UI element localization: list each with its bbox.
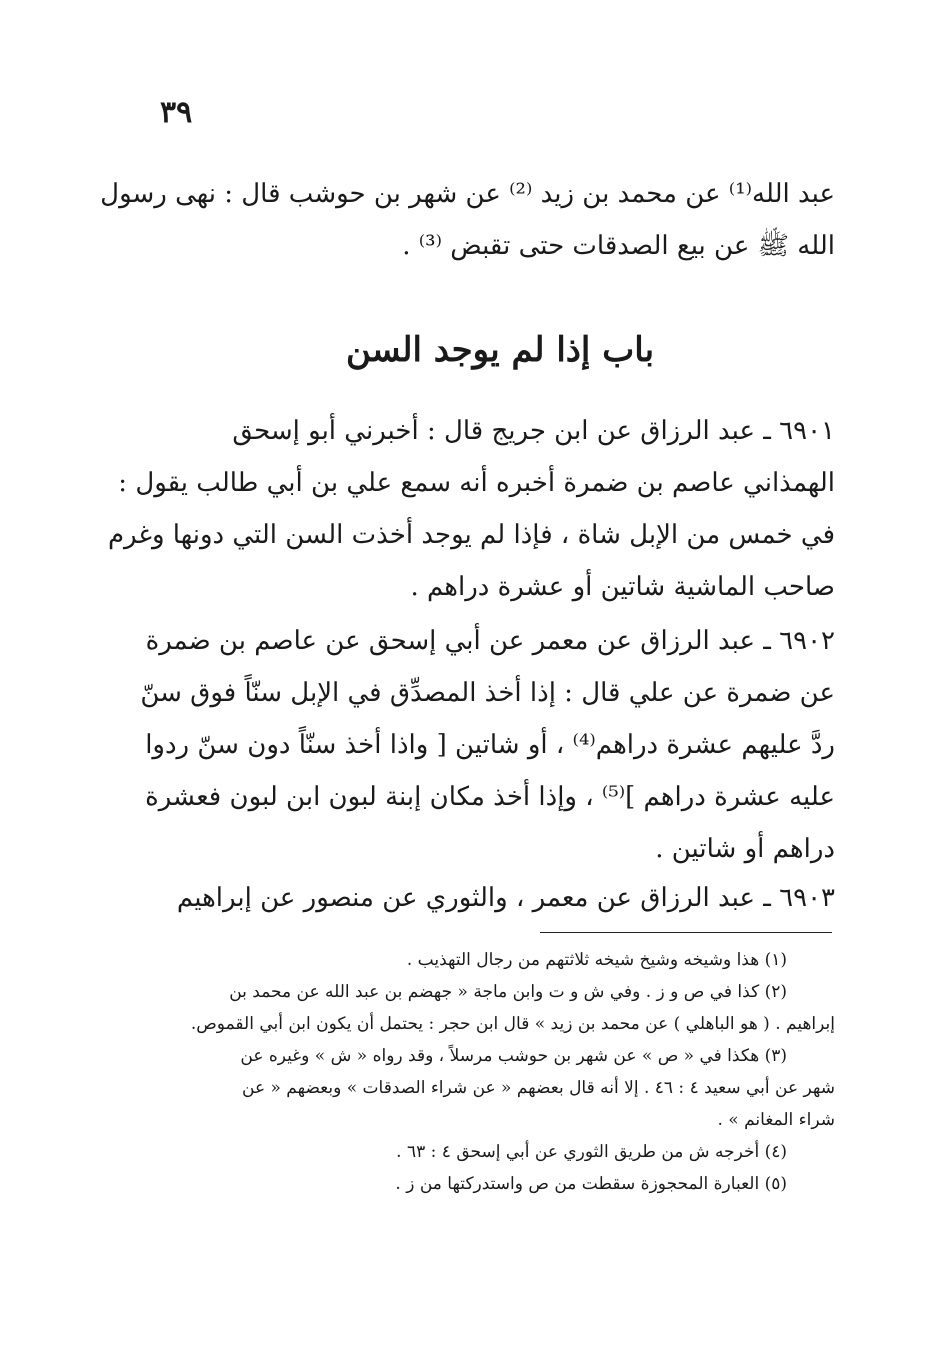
footnote-line: (٤) أخرجه ش من طريق الثوري عن أبي إسحق ٤ : ٦٣ . (396, 1142, 787, 1162)
footnote-line: (٣) هكذا في « ص » عن شهر بن حوشب مرسلاً ، وقد رواه « ش » وغيره عن (240, 1046, 787, 1066)
hadith-line: ٦٩٠٢ ـ عبد الرزاق عن معمر عن أبي إسحق عن عاصم بن ضمرة (145, 626, 835, 656)
hadith-line: ٦٩٠٣ ـ عبد الرزاق عن معمر ، والثوري عن منصور عن إبراهيم (176, 883, 835, 913)
intro-line: عبد الله⁽¹⁾ عن محمد بن زيد ⁽²⁾ عن شهر بن حوشب قال : نهى رسول (100, 179, 835, 209)
footnote-5 (160, 1168, 835, 1200)
hadith-line: دراهم أو شاتين . (655, 834, 835, 864)
footnote-line: (٥) العبارة المحجوزة سقطت من ص واستدركتها من ز . (395, 1174, 787, 1194)
hadith-6903 (165, 872, 835, 924)
footnote-line: إبراهيم . ( هو الباهلي ) عن محمد بن زيد » قال ابن حجر : يحتمل أن يكون ابن أبي القموص. (190, 1014, 835, 1034)
hadith-line: ٦٩٠١ ـ عبد الرزاق عن ابن جريج قال : أخبرني أبو إسحق (232, 416, 835, 446)
chapter-heading: باب إذا لم يوجد السن (345, 330, 655, 370)
footnote-4 (160, 1136, 835, 1168)
hadith-6902 (140, 615, 835, 875)
footnote-divider (540, 932, 832, 933)
page-number: ٣٩ (160, 95, 193, 130)
hadith-line: في خمس من الإبل شاة ، فإذا لم يوجد أخذت السن التي دونها وغرم (107, 520, 835, 550)
hadith-line: عليه عشرة دراهم ]⁽⁵⁾ ، وإذا أخذ مكان إبنة لبون ابن لبون فعشرة (145, 782, 835, 812)
footnote-line: (٢) كذا في ص و ز . وفي ش و ت وابن ماجة « جهضم بن عبد الله عن محمد بن (229, 982, 787, 1002)
footnote-3 (160, 1040, 835, 1136)
footnotes (160, 944, 835, 1200)
footnote-2 (160, 976, 835, 1040)
footnote-1 (160, 944, 835, 976)
hadith-line: صاحب الماشية شاتين أو عشرة دراهم . (410, 572, 835, 602)
intro-line: الله ﷺ عن بيع الصدقات حتى تقبض ⁽³⁾ . (402, 231, 835, 261)
hadith-line: الهمذاني عاصم بن ضمرة أخبره أنه سمع علي بن أبي طالب يقول : (118, 468, 835, 498)
hadith-6901 (107, 405, 835, 613)
intro-paragraph (100, 168, 835, 272)
footnote-line: (١) هذا وشيخه وشيخ شيخه ثلاثتهم من رجال التهذيب . (406, 950, 787, 970)
footnote-line: شهر عن أبي سعيد ٤ : ٤٦ . إلا أنه قال بعضهم « عن شراء الصدقات » وبعضهم « عن (242, 1078, 835, 1098)
hadith-line: ردَّ عليهم عشرة دراهم⁽⁴⁾ ، أو شاتين [ واذا أخذ سنّاً دون سنّ ردوا (145, 730, 835, 760)
footnote-line: شراء المغانم » . (717, 1110, 835, 1130)
hadith-line: عن ضمرة عن علي قال : إذا أخذ المصدِّق في الإبل سنّاً فوق سنّ (140, 678, 835, 708)
